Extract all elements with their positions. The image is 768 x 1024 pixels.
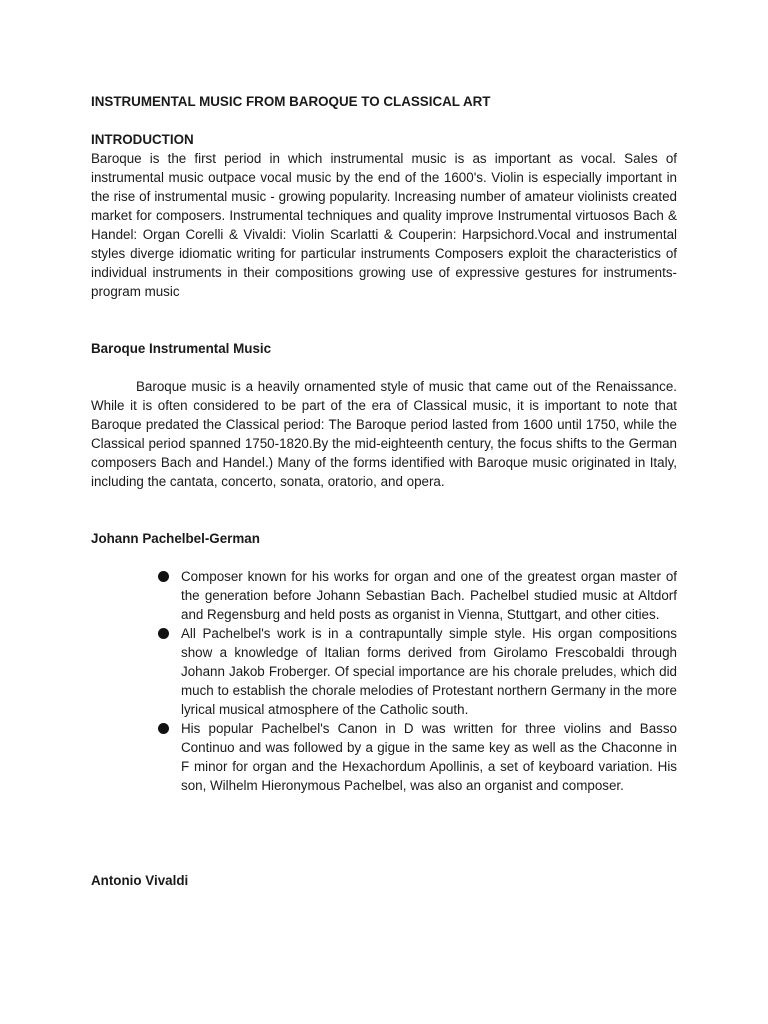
bullet-icon — [158, 628, 169, 639]
pachelbel-heading: Johann Pachelbel-German — [91, 531, 260, 546]
vivaldi-heading: Antonio Vivaldi — [91, 873, 189, 888]
spacer — [91, 358, 677, 377]
baroque-heading: Baroque Instrumental Music — [91, 341, 272, 356]
document-page — [91, 92, 677, 890]
bullet-text: All Pachelbel's work is in a contrapuntally simple style. His organ compositions show a knowledge of Italian forms derived from Girolamo Frescobaldi through Johann Jakob Froberger. Of special importance are his chorale preludes, which did much to establish the chorale melodies of Protestant northern Germany in the more lyrical musical atmosphere of the Catholic south. — [181, 626, 677, 717]
spacer — [91, 491, 677, 529]
introduction-paragraph: Baroque is the first period in which instrumental music is as important as vocal. Sales of instrumental music outpace vocal music by the end of the 1600's. Violin is especially important in the rise of instrumental music - growing popularity. Increasing number of amateur violinists created market for composers. Instrumental techniques and quality improve Instrumental virtuosos Bach & Handel: Organ Corelli & Vivaldi: Violin Scarlatti & Couperin: Harpsichord.Vocal and instrumental styles diverge idiomatic writing for particular instruments Composers exploit the characteristics of individual instruments in their compositions growing use of expressive gestures for instruments-program music — [91, 151, 677, 299]
bullet-text: His popular Pachelbel's Canon in D was written for three violins and Basso Continuo and was followed by a gigue in the same key as well as the Chaconne in F minor for organ and the Hexachordum Apollinis, a set of keyboard variation. His son, Wilhelm Hieronymous Pachelbel, was also an organist and composer. — [181, 721, 677, 793]
list-item — [181, 719, 677, 795]
spacer — [91, 548, 677, 567]
introduction-heading: INTRODUCTION — [91, 132, 194, 147]
spacer — [91, 795, 677, 852]
list-item — [181, 567, 677, 624]
document-title: INSTRUMENTAL MUSIC FROM BAROQUE TO CLASSICAL ART — [91, 94, 491, 109]
pachelbel-bullet-list — [91, 567, 677, 795]
bullet-text: Composer known for his works for organ and one of the greatest organ master of the generation before Johann Sebastian Bach. Pachelbel studied music at Altdorf and Regensburg and held posts as organist in Vienna, Stuttgart, and other cities. — [181, 569, 677, 622]
bullet-icon — [158, 723, 169, 734]
bullet-icon — [158, 571, 169, 582]
spacer — [91, 111, 677, 130]
baroque-paragraph: Baroque music is a heavily ornamented style of music that came out of the Renaissance. While it is often considered to be part of the era of Classical music, it is important to note that Baroque predated the Classical period: The Baroque period lasted from 1600 until 1750, while the Classical period spanned 1750-1820.By the mid-eighteenth century, the focus shifts to the German composers Bach and Handel.) Many of the forms identified with Baroque music originated in Italy, including the cantata, concerto, sonata, oratorio, and opera. — [91, 379, 677, 489]
list-item — [181, 624, 677, 719]
spacer — [91, 852, 677, 871]
spacer — [91, 301, 677, 339]
